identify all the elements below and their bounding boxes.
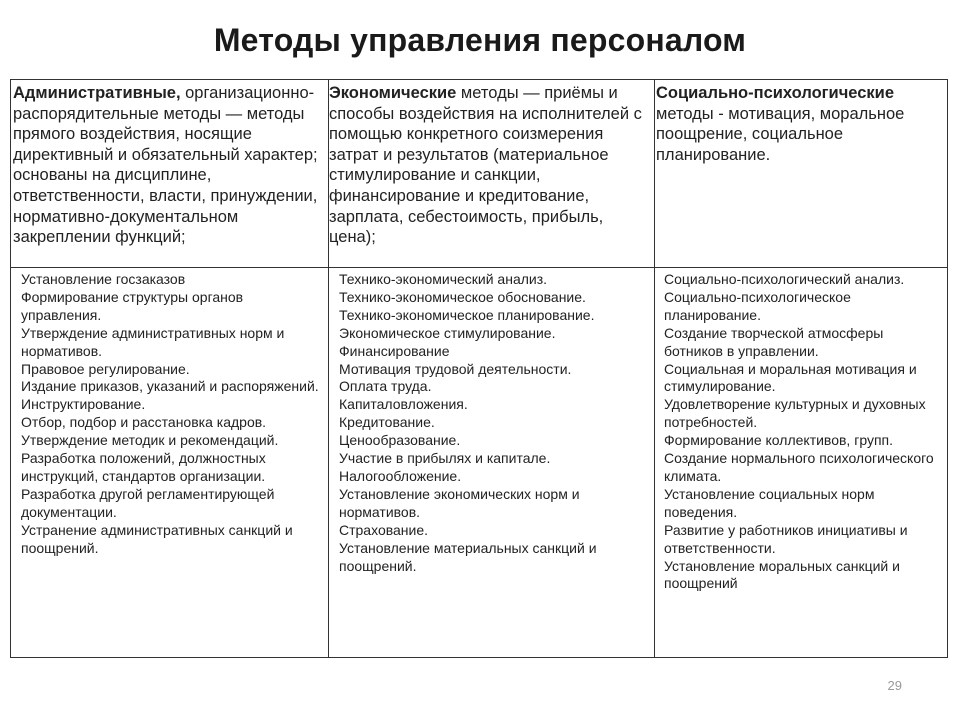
header-text: организационно-распорядительные методы — методы прямого воздействия, носящие директивный и обязательный характер; основаны на дисциплине, ответственности, власти, принуждении, нормативно-документальном закреплении функций;	[13, 84, 318, 247]
header-text: методы - мотивация, моральное поощрение, социальное планирование.	[656, 104, 905, 164]
list-cell-administrative	[21, 271, 323, 656]
list-item: Оплата труда.	[339, 378, 432, 395]
list-item: Социально-психологическое планирование.	[664, 288, 851, 323]
header-bold: Экономические	[329, 84, 457, 102]
list-item: Установление материальных санкций и поощрений.	[339, 539, 597, 574]
list-item: Установление госзаказов	[21, 271, 186, 287]
method-list	[339, 271, 645, 575]
list-item: Устранение административных санкций и поощрений.	[21, 521, 293, 556]
list-item: Социальная и моральная мотивация и стимулирование.	[664, 360, 917, 395]
list-item: Установление экономических норм и нормативов.	[339, 485, 580, 520]
list-item: Мотивация трудовой деятельности.	[339, 360, 572, 377]
list-item: Утверждение методик и рекомендаций.	[21, 432, 279, 449]
list-item: Капиталовложения.	[339, 396, 468, 413]
list-item: Технико-экономическое обоснование.	[339, 288, 586, 305]
method-list	[21, 271, 323, 558]
list-cell-economic	[339, 271, 645, 656]
list-item: Страхование.	[339, 521, 429, 538]
list-item: Издание приказов, указаний и распоряжений.	[21, 378, 319, 395]
list-item: Финансирование	[339, 342, 450, 359]
row-divider	[11, 267, 947, 268]
list-item: Развитие у работников инициативы и ответственности.	[664, 521, 908, 556]
methods-table	[10, 79, 948, 658]
page-title: Методы управления персоналом	[213, 22, 747, 58]
list-item: Удовлетворение культурных и духовных потребностей.	[664, 396, 926, 431]
list-item: Установление моральных санкций и поощрений	[664, 557, 900, 592]
list-item: Технико-экономическое планирование.	[339, 306, 595, 323]
header-cell-economic	[329, 83, 653, 266]
list-item: Установление социальных норм поведения.	[664, 485, 875, 520]
header-cell-administrative	[13, 83, 329, 266]
list-item: Отбор, подбор и расстановка кадров.	[21, 414, 267, 431]
list-item: Экономическое стимулирование.	[339, 324, 556, 341]
list-item: Создание нормального психологического климата.	[664, 450, 934, 484]
list-item: Ценообразование.	[339, 432, 461, 449]
column-divider	[654, 80, 655, 657]
list-item: Правовое регулирование.	[21, 360, 190, 377]
list-item: Разработка другой регламентирующей документации.	[21, 485, 275, 520]
list-item: Формирование структуры органов управления.	[21, 288, 244, 323]
list-item: Социально-психологический анализ.	[664, 271, 905, 287]
header-bold: Социально-психологические	[656, 84, 894, 102]
list-item: Разработка положений, должностных инструкций, стандартов организации.	[21, 450, 266, 484]
list-item: Технико-экономический анализ.	[339, 271, 548, 287]
list-item: Утверждение административных норм и нормативов.	[21, 324, 285, 359]
method-list	[664, 271, 946, 593]
list-item: Инструктирование.	[21, 396, 146, 413]
header-text: методы — приёмы и способы воздействия на исполнителей с помощью конкретного соизмерения затрат и результатов (материальное стимулирование и санкции, финансирование и кредитование, зарплата, себестоимость, прибыль, цена);	[329, 84, 642, 247]
page-number: 29	[887, 678, 902, 693]
list-item: Формирование коллективов, групп.	[664, 432, 893, 449]
list-item: Налогообложение.	[339, 467, 462, 484]
list-cell-social	[664, 271, 946, 656]
list-item: Участие в прибылях и капитале.	[339, 450, 551, 467]
header-bold: Административные,	[13, 84, 181, 102]
list-item: Кредитование.	[339, 414, 435, 431]
header-cell-social	[656, 83, 944, 266]
list-item: Создание творческой атмосферы ботников в управлении.	[664, 324, 884, 359]
